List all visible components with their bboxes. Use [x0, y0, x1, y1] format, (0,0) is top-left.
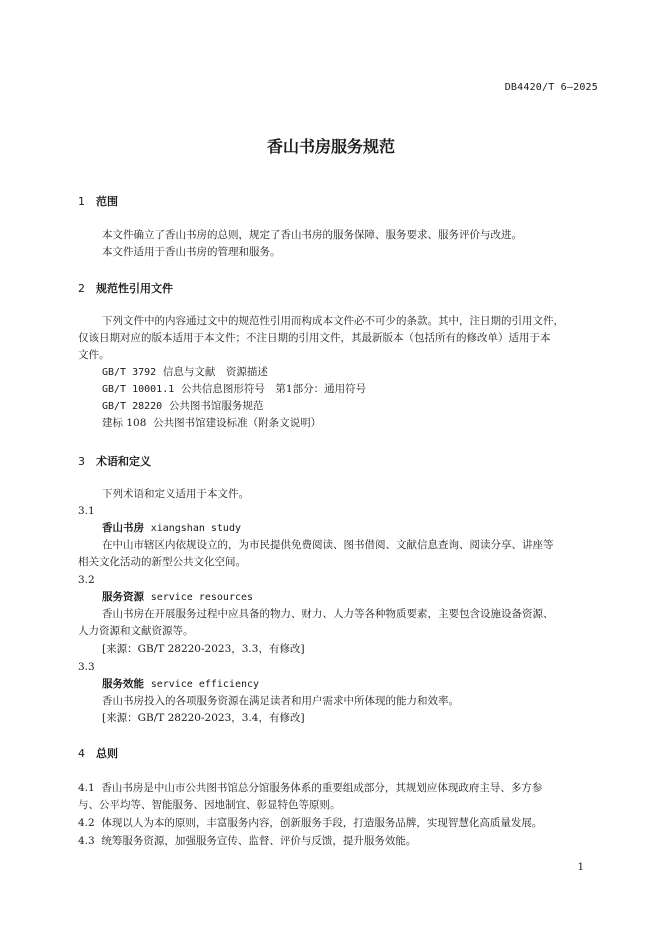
reference-item	[102, 415, 321, 432]
term-chinese: 服务资源	[102, 591, 144, 603]
clause-text: 香山书房是中山市公共图书馆总分馆服务体系的重要组成部分，其规划应体现政府主导、多方参	[101, 782, 543, 794]
reference-code: 建标 108	[102, 417, 147, 429]
terms-intro: 下列术语和定义适用于本文件。	[102, 488, 249, 500]
clause-line-2: 与、公平均等、智能服务、因地制宜、彰显特色等原则。	[78, 799, 341, 811]
reference-code: GB/T 3792	[102, 367, 157, 378]
term-chinese: 香山书房	[102, 522, 144, 534]
document-title: 香山书房服务规范	[266, 137, 395, 156]
section-number: 3	[78, 455, 85, 468]
term-number: 3.3	[78, 661, 95, 673]
reference-name: 公共图书馆建设标准（附条文说明）	[153, 417, 322, 429]
term-english: service efficiency	[150, 679, 260, 690]
scope-paragraph-1: 本文件确立了香山书房的总则，规定了香山书房的服务保障、服务要求、服务评价与改进。	[102, 229, 522, 241]
document-id: DB4420/T 6—2025	[504, 82, 598, 93]
term-heading	[102, 676, 259, 693]
term-heading	[102, 589, 253, 606]
refs-intro-line-2: 仅该日期对应的版本适用于本文件；不注日期的引用文件，其最新版本（包括所有的修改单）适用于本	[78, 332, 551, 344]
term-english: xiangshan study	[150, 523, 241, 534]
section-1-heading	[78, 193, 118, 209]
term-number: 3.1	[78, 505, 95, 517]
clause-line-1	[78, 780, 542, 797]
reference-name: 公共信息图形符号 第1部分：通用符号	[180, 383, 367, 395]
page-number: 1	[577, 862, 584, 873]
reference-item	[102, 381, 366, 398]
term-chinese: 服务效能	[102, 678, 144, 690]
clause-line	[78, 815, 542, 832]
term-definition-line-1: 香山书房投入的各项服务资源在满足读者和用户需求中所体现的能力和效率。	[102, 695, 459, 707]
term-number: 3.2	[78, 574, 95, 586]
clause-number: 4.2	[78, 817, 95, 829]
section-2-heading	[78, 280, 173, 296]
section-number: 4	[78, 747, 85, 760]
term-definition-line-2: 相关文化活动的新型公共文化空间。	[78, 556, 246, 568]
term-heading	[102, 520, 241, 537]
term-source: [来源：GB/T 28220-2023，3.3，有修改]	[102, 643, 305, 655]
reference-item	[102, 364, 268, 381]
section-title: 范围	[96, 195, 118, 208]
reference-name: 信息与文献 资源描述	[162, 366, 268, 378]
reference-code: GB/T 10001.1	[102, 384, 175, 395]
term-definition-line-2: 人力资源和文献资源等。	[78, 625, 194, 637]
clause-number: 4.1	[78, 782, 95, 794]
term-english: service resources	[150, 592, 254, 603]
clause-text: 体现以人为本的原则，丰富服务内容，创新服务手段，打造服务品牌，实现智慧化高质量发展。	[101, 817, 543, 829]
clause-text: 统筹服务资源，加强服务宣传、监督、评价与反馈，提升服务效能。	[101, 835, 417, 847]
reference-name: 公共图书馆服务规范	[168, 400, 264, 412]
section-title: 总则	[96, 747, 118, 760]
section-number: 1	[78, 195, 85, 208]
clause-number: 4.3	[78, 835, 95, 847]
section-title: 术语和定义	[96, 455, 151, 468]
term-definition-line-1: 在中山市辖区内依规设立的，为市民提供免费阅读、图书借阅、文献信息查询、阅读分享、讲座等	[102, 539, 554, 551]
refs-intro-line-3: 文件。	[78, 349, 110, 361]
scope-paragraph-2: 本文件适用于香山书房的管理和服务。	[102, 246, 281, 258]
term-definition-line-1: 香山书房在开展服务过程中应具备的物力、财力、人力等各种物质要素，主要包含设施设备资源、	[102, 608, 554, 620]
section-title: 规范性引用文件	[96, 282, 173, 295]
section-3-heading	[78, 453, 151, 469]
reference-item	[102, 398, 263, 415]
reference-code: GB/T 28220	[102, 401, 163, 412]
clause-line	[78, 833, 416, 850]
term-source: [来源：GB/T 28220-2023，3.4，有修改]	[102, 712, 305, 724]
section-number: 2	[78, 282, 85, 295]
refs-intro-line-1: 下列文件中的内容通过文中的规范性引用而构成本文件必不可少的条款。其中，注日期的引用文件，	[102, 315, 564, 327]
section-4-heading	[78, 745, 118, 761]
